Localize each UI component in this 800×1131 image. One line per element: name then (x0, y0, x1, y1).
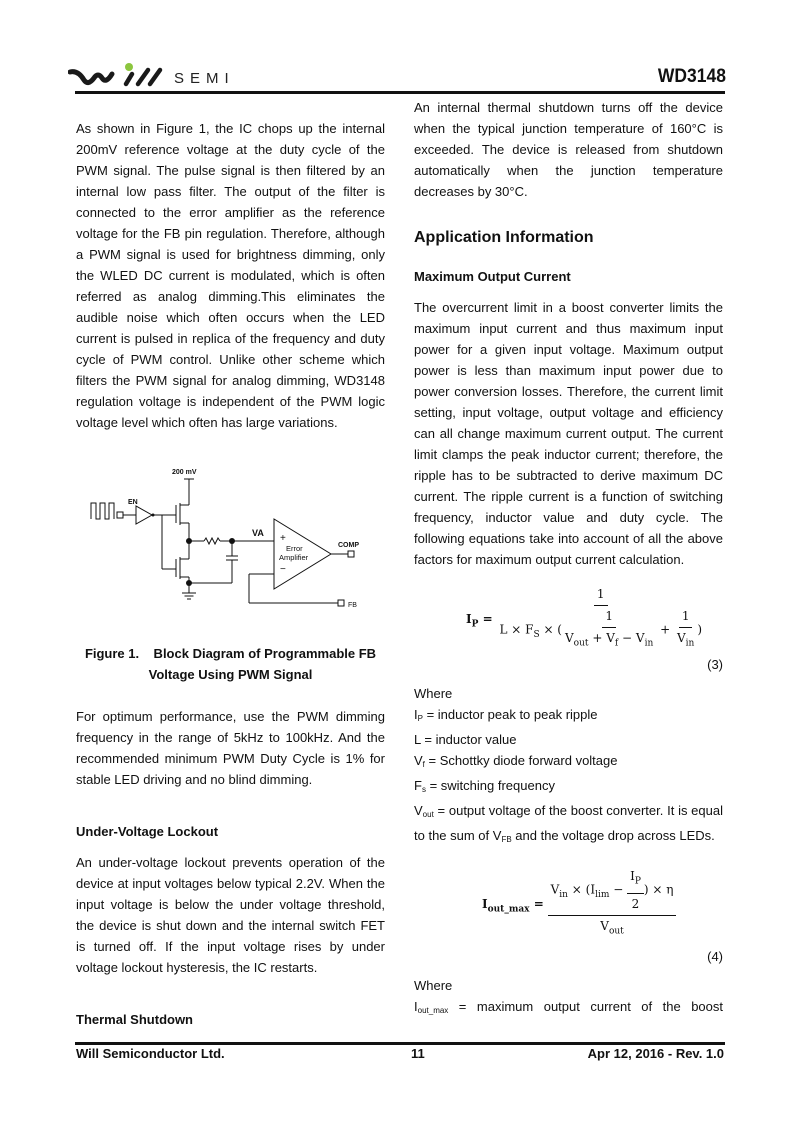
circuit-diagram (76, 461, 385, 631)
footer-rule (75, 1042, 725, 1045)
svg-text:+: + (280, 533, 286, 544)
application-information-heading: Application Information (414, 229, 594, 246)
max-output-current-heading: Maximum Output Current (414, 269, 571, 284)
svg-text:200 mV: 200 mV (172, 469, 197, 476)
svg-text:Amplifier: Amplifier (279, 553, 309, 562)
definition-fs: $F_s$ = switching frequency (414, 778, 555, 795)
figure-1-block-diagram (76, 461, 385, 631)
intro-paragraph: As shown in Figure 1, the IC chops up the internal 200mV reference voltage at the duty cycle of the PWM signal. The pulse signal is then filtered by an internal low pass filter. The output of the filter is connected to the error amplifier as the reference voltage for the FB pin regulation. Therefore, although a PWM signal is used for brightness dimming, only the WLED DC current is modulated, which is often referred as analog dimming.This eliminates the audible noise which often occurs when the LED current is pulsed in replica of the frequency and duty cycle of PWM control. Unlike other scheme which filters the PWM signal for analog dimming, WD3148 regulation voltage is independent of the PWM logic voltage level which often has large variations. (76, 121, 385, 430)
right-column (414, 97, 723, 1021)
definition-ioutmax: $I_{out\_max}$ = maximum output current of the boost (414, 999, 723, 1016)
header-rule (75, 91, 725, 94)
definition-ip: $I_P$ = inductor peak to peak ripple (414, 707, 598, 724)
svg-text:FB: FB (348, 602, 357, 609)
uvlo-heading: Under-Voltage Lockout (76, 824, 219, 839)
svg-text:COMP: COMP (338, 542, 359, 549)
svg-text:EN: EN (128, 499, 138, 506)
left-column (76, 118, 385, 1030)
svg-text:VA: VA (252, 528, 264, 538)
equation-3: $I_P$ = 1 $L \times F_S$ × ( $\frac{1}{V_{out} + V_f - V_{in}}$ + $\frac{1}{V_{in}}$ ) (414, 584, 723, 654)
page-header (68, 58, 726, 90)
page-number: 11 (411, 1046, 425, 1061)
where-label-2: Where (414, 978, 453, 994)
definition-vf: $V_f$ = Schottky diode forward voltage (414, 753, 618, 770)
svg-text:−: − (280, 564, 286, 575)
date-revision: Apr 12, 2016 - Rev. 1.0 (587, 1046, 724, 1061)
part-number: WD3148 (657, 66, 726, 87)
equation-4-number: (4) (707, 949, 723, 965)
max-output-current-paragraph: The overcurrent limit in a boost converter limits the maximum input current and thus maximum input power for a given input voltage. Maximum output power is less than maximum input power due to power conversion losses. Therefore, the current limit setting, input voltage, output voltage and efficiency can all change maximum current output. The current limit clamps the peak inductor current; therefore, the ripple has to be subtracted to derive maximum DC current. The ripple current is a function of switching frequency, inductor value and duty cycle. The following equations take into account of all the above factors for maximum output current calculation. (414, 300, 723, 567)
svg-text:Error: Error (286, 544, 303, 553)
definition-vout: $V_{out}$ = output voltage of the boost converter. It is equal to the sum of $V_{FB}$ and the voltage drop across LEDs. (414, 803, 723, 845)
figure-caption: Figure 1. Block Diagram of Programmable FB Voltage Using PWM Signal (84, 646, 377, 682)
company-name: Will Semiconductor Ltd. (76, 1046, 225, 1061)
will-semi-logo (68, 58, 258, 90)
where-label-1: Where (414, 686, 453, 702)
thermal-shutdown-paragraph: An internal thermal shutdown turns off the device when the typical junction temperature of 160°C is exceeded. The device is released from shutdown automatically when the junction temperature decreases by 30°C. (414, 100, 723, 199)
pwm-frequency-paragraph: For optimum performance, use the PWM dimming frequency in the range of 5kHz to 100kHz. And the recommended minimum PWM Duty Cycle is 1% for stable LED driving and no blind dimming. (76, 709, 385, 787)
equation-3-number: (3) (707, 657, 723, 673)
page-footer (76, 1046, 724, 1066)
will-logo-icon (68, 58, 178, 90)
equation-4: $I_{out\_max}$ = $V_{in} \times (I_{lim}$ − $\frac{I_P}{2}$ ) × η $V_{out}$ (414, 866, 723, 942)
definition-l: L = inductor value (414, 732, 517, 748)
thermal-shutdown-heading: Thermal Shutdown (76, 1012, 193, 1027)
brand-text: SEMI (174, 70, 235, 87)
uvlo-paragraph: An under-voltage lockout prevents operation of the device at input voltages below typical 2.2V. When the input voltage is below the under voltage threshold, the device is shut down and the internal switch FET is turned off. If the input voltage rises by under voltage lockout hysteresis, the IC restarts. (76, 855, 385, 975)
